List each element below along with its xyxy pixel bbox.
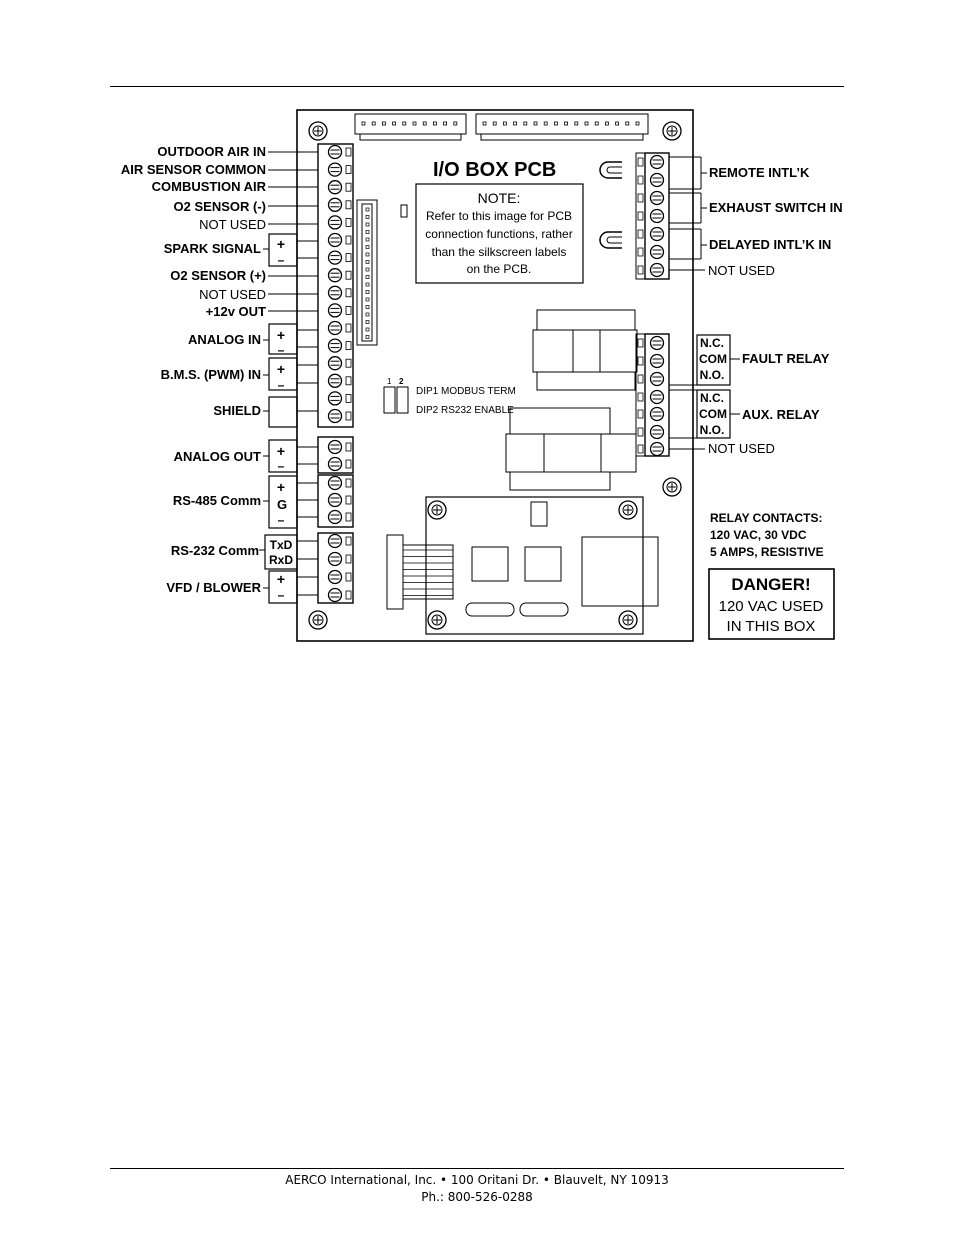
label-rs485: RS-485 Comm: [172, 493, 261, 508]
label-not-used-bottom: NOT USED: [708, 441, 775, 456]
rs485-minus: –: [277, 513, 285, 527]
relay-contacts: [710, 511, 824, 559]
terminal-tab: [638, 375, 643, 383]
terminal-screw: [329, 339, 342, 352]
terminal-screw: [329, 458, 342, 471]
header-pin: [366, 291, 369, 294]
header-pin: [366, 253, 369, 256]
terminal-tab: [346, 591, 351, 599]
board-title: I/O BOX PCB: [433, 159, 557, 181]
terminal-screw: [651, 210, 664, 223]
terminal-screw: [329, 198, 342, 211]
dip-switch: [384, 377, 516, 416]
terminal-tab: [346, 496, 351, 504]
terminal-screw: [329, 571, 342, 584]
danger-line: IN THIS BOX: [726, 618, 816, 635]
terminal-tab: [638, 158, 643, 166]
label-bms-pwm-in: B.M.S. (PWM) IN: [160, 367, 261, 382]
header-pin: [366, 223, 369, 226]
terminal-screw: [329, 357, 342, 370]
dip-num-2: 2: [399, 377, 404, 386]
label-not-used-2: NOT USED: [199, 287, 266, 302]
terminal-screw: [651, 264, 664, 277]
terminal-screw: [329, 304, 342, 317]
terminal-tab: [638, 393, 643, 401]
vertical-header: [357, 200, 377, 345]
terminal-tab: [346, 201, 351, 209]
header-pin: [366, 216, 369, 219]
header-pin: [366, 313, 369, 316]
terminal-screw: [329, 535, 342, 548]
terminal-screw: [651, 174, 664, 187]
terminal-tab: [346, 183, 351, 191]
terminal-tab: [638, 212, 643, 220]
top-connector-left: [355, 114, 466, 140]
header-pin: [524, 122, 527, 125]
fault-com: COM: [699, 352, 727, 366]
terminal-tab: [638, 339, 643, 347]
header-pin: [444, 122, 447, 125]
label-shield: SHIELD: [213, 403, 261, 418]
label-aux-relay: AUX. RELAY: [742, 407, 820, 422]
terminal-tab: [346, 342, 351, 350]
terminal-screw: [329, 163, 342, 176]
label-delayed-intlk-in: DELAYED INTL’K IN: [709, 237, 832, 252]
label-air-sensor-common: AIR SENSOR COMMON: [120, 162, 266, 177]
aux-nc: N.C.: [700, 391, 724, 405]
analog-out-minus: –: [277, 459, 285, 473]
terminal-tab: [346, 377, 351, 385]
terminal-tab: [346, 148, 351, 156]
label-vfd-blower: VFD / BLOWER: [166, 580, 261, 595]
label-rs232: RS-232 Comm: [170, 543, 259, 558]
terminal-screw: [651, 426, 664, 439]
label-not-used-top: NOT USED: [708, 263, 775, 278]
header-pin: [585, 122, 588, 125]
terminal-tab: [346, 513, 351, 521]
bracket-box: [269, 397, 297, 427]
terminal-tab: [638, 194, 643, 202]
label-not-used-1: NOT USED: [199, 217, 266, 232]
terminal-screw: [329, 392, 342, 405]
analog-in-minus: –: [277, 343, 285, 357]
label-exhaust-switch-in: EXHAUST SWITCH IN: [709, 200, 843, 215]
jumper-inner: [607, 167, 622, 173]
relay-fault: [533, 310, 637, 390]
terminal-tab: [346, 573, 351, 581]
header-pin: [366, 208, 369, 211]
rs232-rxd: RxD: [268, 553, 294, 567]
terminal-tab: [346, 236, 351, 244]
header-pin: [616, 122, 619, 125]
footer-rule: [110, 1168, 844, 1169]
label-combustion-air: COMBUSTION AIR: [151, 179, 266, 194]
header-pin: [403, 122, 406, 125]
terminal-tab: [346, 254, 351, 262]
label-o2-sensor-neg: O2 SENSOR (-): [173, 199, 266, 214]
note-line: than the silkscreen labels: [431, 245, 567, 259]
terminal-screw: [329, 477, 342, 490]
terminal-screw: [329, 511, 342, 524]
header-pin: [483, 122, 486, 125]
terminal-tab: [346, 443, 351, 451]
terminal-tab: [346, 537, 351, 545]
label-fault-relay: FAULT RELAY: [742, 351, 830, 366]
header-pin: [366, 231, 369, 234]
terminal-tab: [638, 176, 643, 184]
header-pin: [493, 122, 496, 125]
bms-plus: +: [276, 361, 286, 377]
terminal-tab: [638, 445, 643, 453]
relay-contacts-line: RELAY CONTACTS:: [710, 511, 823, 525]
label-12v-out: +12v OUT: [205, 304, 266, 319]
dip-num-1: 1: [387, 377, 392, 386]
header-pin: [626, 122, 629, 125]
header-pin: [565, 122, 568, 125]
vfd-minus: –: [277, 588, 285, 602]
jumper: [401, 205, 407, 217]
terminal-screw: [329, 553, 342, 566]
header-pin: [605, 122, 608, 125]
terminal-screw: [651, 443, 664, 456]
aux-no: N.O.: [699, 423, 725, 437]
note-line: connection functions, rather: [425, 227, 573, 241]
label-remote-intlk: REMOTE INTL’K: [709, 165, 810, 180]
terminal-tab: [346, 460, 351, 468]
header-pin: [423, 122, 426, 125]
vfd-plus: +: [276, 571, 286, 587]
header-pin: [554, 122, 557, 125]
remote-intlk-jumper: [600, 162, 622, 178]
header-pin: [366, 268, 369, 271]
header-pin: [514, 122, 517, 125]
terminal-screw: [651, 373, 664, 386]
header-pin: [366, 306, 369, 309]
terminal-screw: [651, 246, 664, 259]
terminal-tab: [346, 555, 351, 563]
relay-contacts-line: 120 VAC, 30 VDC: [710, 528, 807, 542]
bms-minus: –: [277, 378, 285, 392]
analog-in-plus: +: [276, 327, 286, 343]
terminal-tab: [346, 324, 351, 332]
terminal-tab: [638, 410, 643, 418]
terminal-tab: [346, 289, 351, 297]
right-terminal-blocks: [636, 153, 669, 456]
terminal-tab: [346, 306, 351, 314]
danger-line: 120 VAC USED: [718, 598, 824, 615]
terminal-screw: [329, 269, 342, 282]
header-pin: [503, 122, 506, 125]
terminal-screw: [329, 216, 342, 229]
spark-plus: +: [276, 236, 286, 252]
terminal-screw: [329, 234, 342, 247]
relay-aux: [506, 408, 636, 490]
header-pin: [372, 122, 375, 125]
terminal-tab: [638, 357, 643, 365]
terminal-screw: [329, 410, 342, 423]
terminal-screw: [329, 494, 342, 507]
terminal-tab: [638, 230, 643, 238]
note-box: [416, 184, 583, 283]
rs485-g: G: [276, 497, 288, 512]
dip1-label: DIP1 MODBUS TERM: [416, 386, 516, 397]
note-heading: NOTE:: [477, 190, 521, 206]
left-leader-lines: [259, 152, 318, 603]
header-pin: [413, 122, 416, 125]
terminal-screw: [651, 228, 664, 241]
terminal-screw: [651, 337, 664, 350]
terminal-screw: [329, 441, 342, 454]
note-line: Refer to this image for PCB: [425, 209, 573, 223]
header-pin: [366, 238, 369, 241]
terminal-screw: [329, 322, 342, 335]
relay-contacts-line: 5 AMPS, RESISTIVE: [710, 545, 824, 559]
terminal-tab: [346, 218, 351, 226]
footer-address: AERCO International, Inc. • 100 Oritani Dr. • Blauvelt, NY 10913: [285, 1173, 669, 1187]
header-pin: [433, 122, 436, 125]
header-pin: [366, 261, 369, 264]
header-pin: [366, 321, 369, 324]
dip2-label: DIP2 RS232 ENABLE: [416, 405, 514, 416]
terminal-tab: [346, 394, 351, 402]
delayed-intlk-jumper: [600, 232, 622, 248]
daughter-board: [387, 497, 658, 634]
note-line: on the PCB.: [466, 262, 532, 276]
header-pin: [595, 122, 598, 125]
terminal-screw: [651, 391, 664, 404]
terminal-tab: [346, 412, 351, 420]
terminal-screw: [329, 146, 342, 159]
label-spark-signal: SPARK SIGNAL: [163, 241, 261, 256]
header-pin: [534, 122, 537, 125]
terminal-tab: [346, 271, 351, 279]
terminal-tab: [346, 359, 351, 367]
rs485-plus: +: [276, 479, 286, 495]
header-pin: [366, 298, 369, 301]
header-pin: [366, 336, 369, 339]
aux-com: COM: [699, 407, 727, 421]
left-labels: [121, 144, 267, 595]
header-pin: [366, 328, 369, 331]
terminal-screw: [329, 181, 342, 194]
polarity-marks: [269, 236, 293, 602]
header-pin: [362, 122, 365, 125]
header-pin: [575, 122, 578, 125]
terminal-tab: [638, 266, 643, 274]
terminal-tab: [346, 166, 351, 174]
danger-heading: DANGER!: [731, 575, 811, 594]
terminal-screw: [651, 408, 664, 421]
danger-box: [709, 569, 834, 639]
label-outdoor-air-in: OUTDOOR AIR IN: [157, 144, 266, 159]
label-o2-sensor-pos: O2 SENSOR (+): [170, 268, 266, 283]
jumper-inner: [607, 237, 622, 243]
header-pin: [366, 276, 369, 279]
fault-no: N.O.: [699, 368, 725, 382]
label-analog-out: ANALOG OUT: [173, 449, 261, 464]
header-pin: [366, 246, 369, 249]
terminal-screw: [329, 374, 342, 387]
left-terminal-block: [318, 144, 353, 603]
header-pin: [366, 283, 369, 286]
fault-nc: N.C.: [700, 336, 724, 350]
header-pin: [382, 122, 385, 125]
header-pin: [393, 122, 396, 125]
terminal-screw: [329, 251, 342, 264]
label-analog-in: ANALOG IN: [188, 332, 261, 347]
terminal-screw: [651, 156, 664, 169]
terminal-screw: [651, 355, 664, 368]
terminal-tab: [638, 248, 643, 256]
terminal-tab: [638, 428, 643, 436]
footer-phone: Ph.: 800-526-0288: [421, 1190, 533, 1204]
terminal-tab: [346, 479, 351, 487]
header-pin: [454, 122, 457, 125]
spark-minus: –: [277, 253, 285, 267]
top-connector-right: [476, 114, 648, 140]
terminal-screw: [329, 589, 342, 602]
terminal-screw: [329, 286, 342, 299]
rs232-txd: TxD: [269, 538, 293, 552]
terminal-screw: [651, 192, 664, 205]
header-pin: [544, 122, 547, 125]
right-labels: [699, 165, 843, 456]
header-pin: [636, 122, 639, 125]
analog-out-plus: +: [276, 443, 286, 459]
